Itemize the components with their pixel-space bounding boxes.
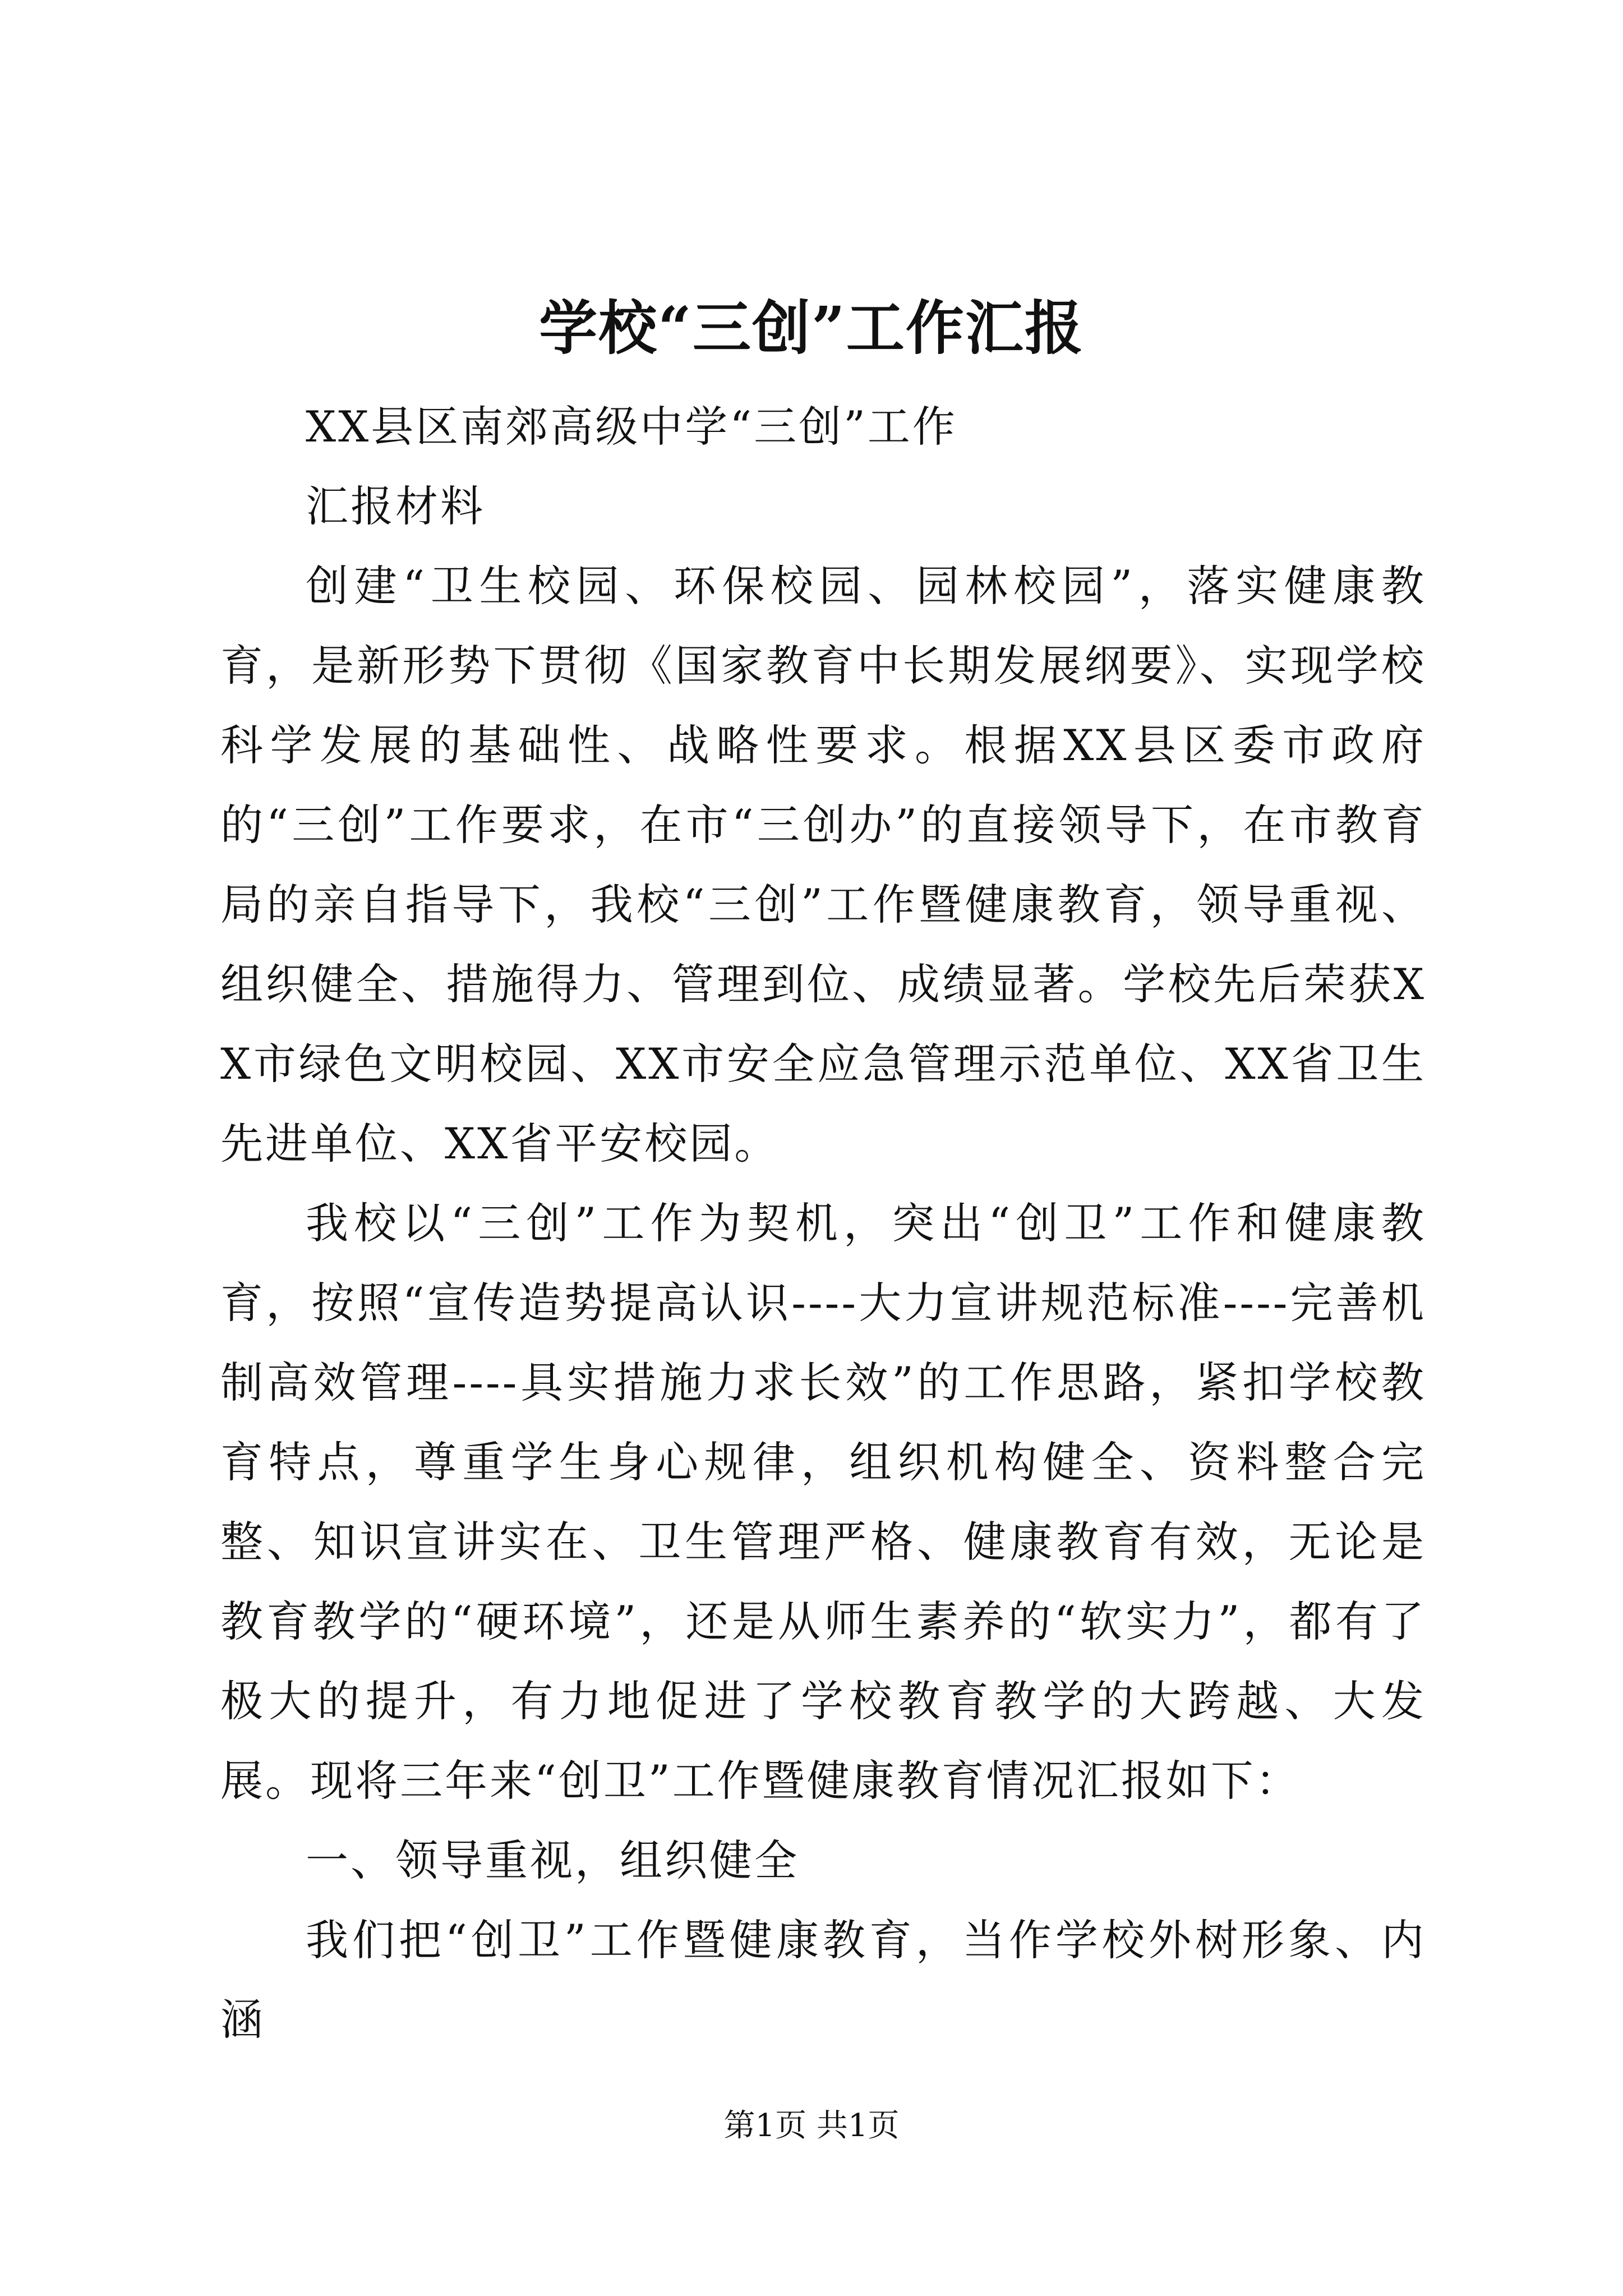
document-title: 学校“三创”工作汇报 xyxy=(539,293,1084,362)
document-body xyxy=(220,387,1426,2060)
subtitle-line-1: XX县区南郊高级中学“三创”工作 xyxy=(306,402,957,452)
paragraph-approach: 我校以“三创”工作为契机，突出“创卫”工作和健康教育，按照“宣传造势提高认识----大力宣讲规范标准----完善机制高效管理----具实措施力求长效”的工作思路，紧扣学校教育特点，尊重学生身心规律，组织机构健全、资料整合完整、知识宣讲实在、卫生管理严格、健康教育有效，无论是教育教学的“硬环境”，还是从师生素养的“软实力”，都有了极大的提升，有力地促进了学校教育教学的大跨越、大发展。现将三年来“创卫”工作暨健康教育情况汇报如下： xyxy=(220,1198,1426,1806)
paragraph-intro: 创建“卫生校园、环保校园、园林校园”，落实健康教育，是新形势下贯彻《国家教育中长期发展纲要》、实现学校科学发展的基础性、战略性要求。根据XX县区委市政府的“三创”工作要求，在市“三创办”的直接领导下，在市教育局的亲自指导下，我校“三创”工作暨健康教育，领导重视、组织健全、措施得力、管理到位、成绩显著。学校先后荣获XX市绿色文明校园、XX市安全应急管理示范单位、XX省卫生先进单位、XX省平安校园。 xyxy=(220,561,1426,1168)
subtitle-line-2: 汇报材料 xyxy=(306,481,485,531)
page-footer: 第1页 共1页 xyxy=(723,2108,900,2144)
section-heading-1: 一、领导重视，组织健全 xyxy=(306,1835,799,1885)
paragraph-section-1: 我们把“创卫”工作暨健康教育，当作学校外树形象、内涵 xyxy=(220,1915,1426,2045)
